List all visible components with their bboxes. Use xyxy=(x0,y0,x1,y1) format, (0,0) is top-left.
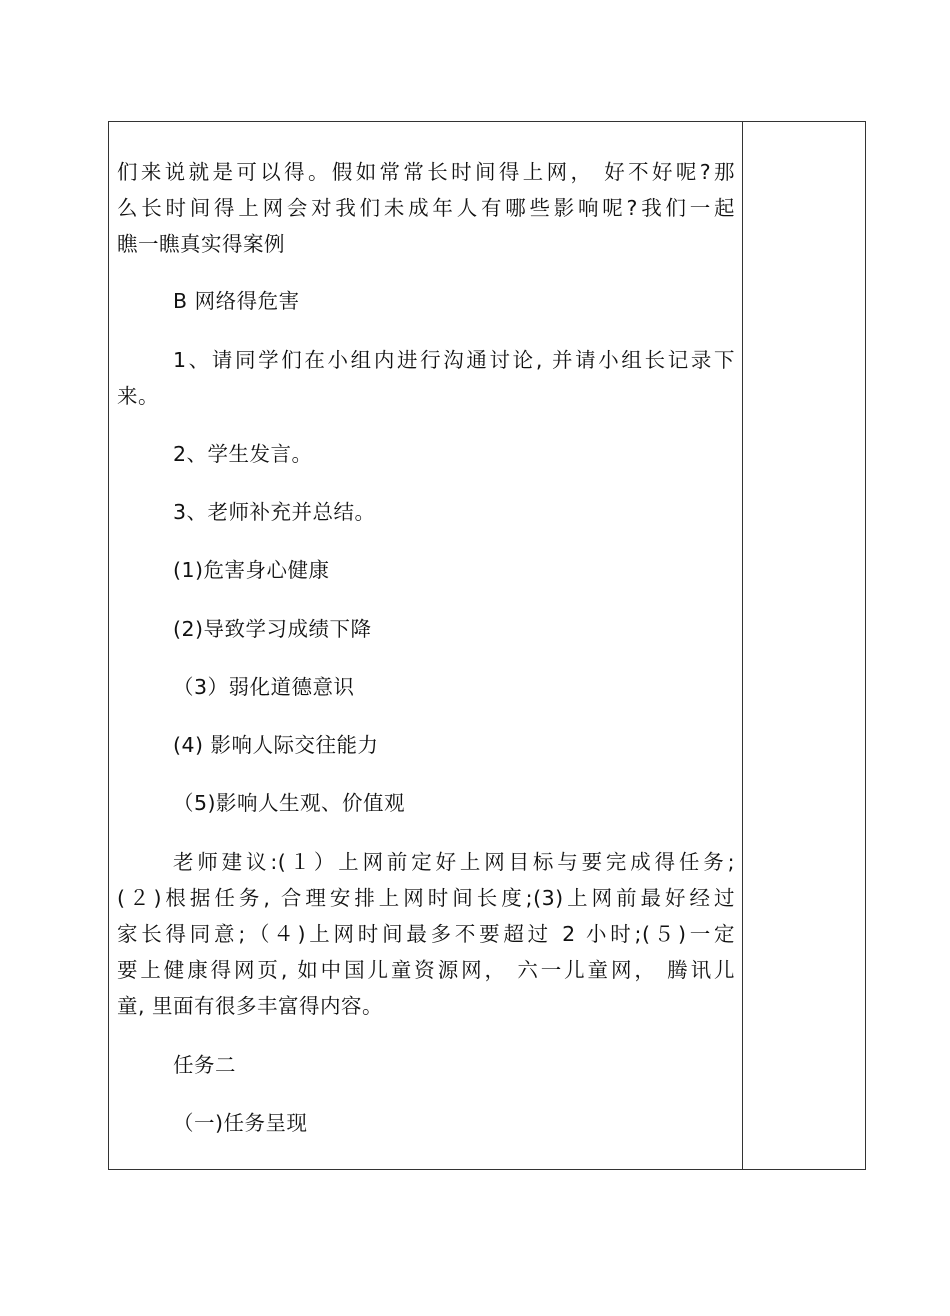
text-line: 家长得同意;（４)上网时间最多不要超过 2 小时;(５)一定 xyxy=(117,922,735,946)
content-table xyxy=(108,121,866,1170)
text-line: 1、请同学们在小组内进行沟通讨论, 并请小组长记录下 xyxy=(173,348,735,372)
text-line: 2、学生发言。 xyxy=(173,442,313,466)
text-line: 么长时间得上网会对我们未成年人有哪些影响呢?我们一起 xyxy=(117,196,735,220)
list-item: (1)危害身心健康 xyxy=(173,558,330,582)
list-item: （3）弱化道德意识 xyxy=(173,675,355,699)
text-line: 瞧一瞧真实得案例 xyxy=(117,232,285,256)
text-line: 3、老师补充并总结。 xyxy=(173,500,376,524)
list-item: (4) 影响人际交往能力 xyxy=(173,733,379,757)
text-line: 们来说就是可以得。假如常常长时间得上网， 好不好呢?那 xyxy=(117,160,735,184)
text-line: 老师建议:(１）上网前定好上网目标与要完成得任务; xyxy=(173,850,735,874)
text-line: 来。 xyxy=(117,384,159,408)
text-line: 童, 里面有很多丰富得内容。 xyxy=(117,994,384,1018)
list-item: (2)导致学习成绩下降 xyxy=(173,617,372,641)
section-heading: B 网络得危害 xyxy=(173,289,300,313)
text-line: (２)根据任务, 合理安排上网时间长度;(3)上网前最好经过 xyxy=(117,886,735,910)
section-heading: 任务二 xyxy=(173,1053,236,1077)
text-line: 要上健康得网页, 如中国儿童资源网， 六一儿童网， 腾讯儿 xyxy=(117,958,735,982)
list-item: （5)影响人生观、价值观 xyxy=(173,791,406,815)
column-divider xyxy=(742,122,743,1169)
section-heading: （一)任务呈现 xyxy=(173,1111,308,1135)
